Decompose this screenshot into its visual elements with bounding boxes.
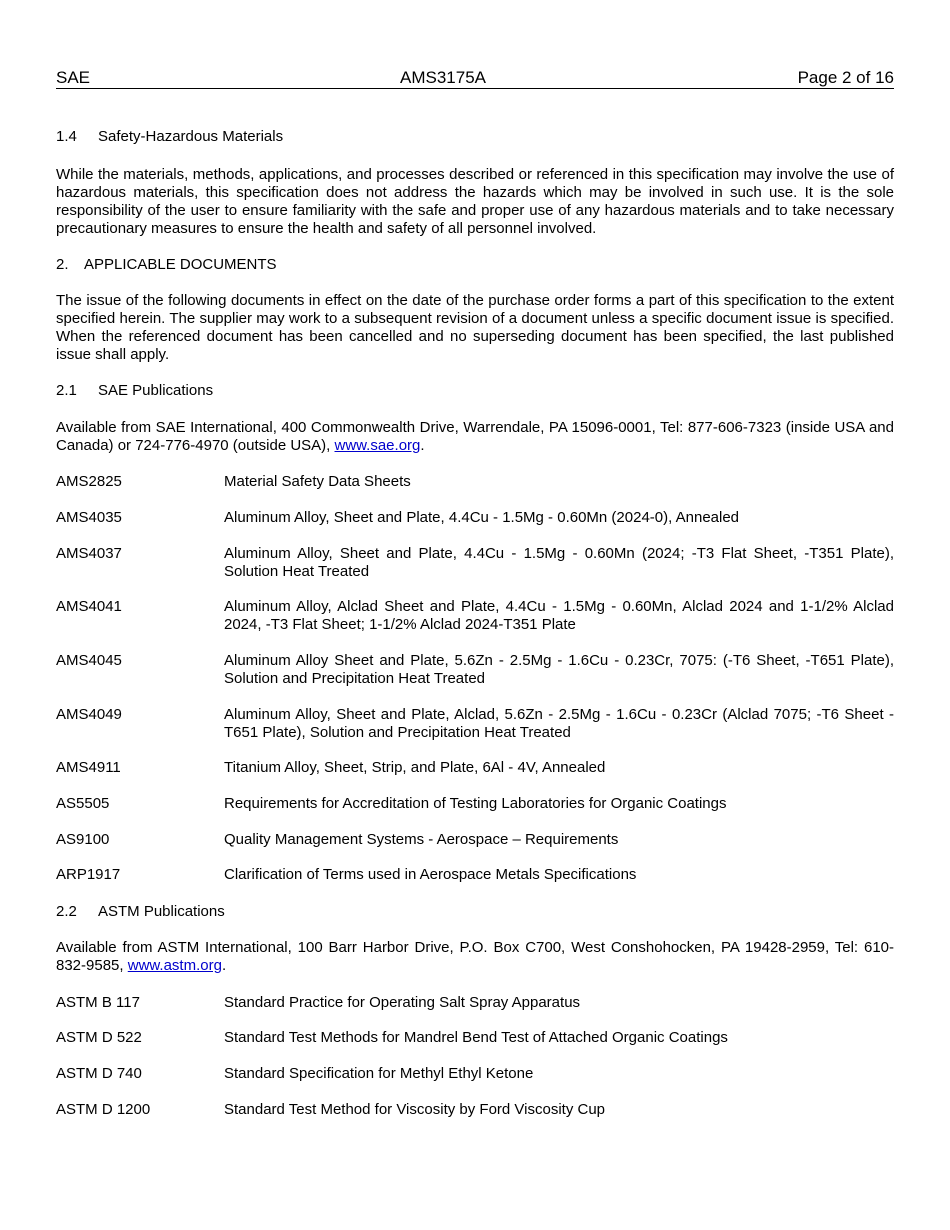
reference-code: AMS2825 (56, 473, 122, 490)
section-body-1-4: While the materials, methods, applications, and processes described or referenced in this specification may involve the use of hazardous materials, this specification does not address the hazards which may be involved in such use. It is the sole responsibility of the user to ensure familiarity with the safe and proper use of any hazardous materials and to take necessary precautionary measures to ensure the health and safety of all personnel involved. (56, 166, 894, 237)
section-heading-2 (56, 256, 894, 274)
reference-row (56, 994, 894, 1012)
header-doc-number: AMS3175A (400, 68, 486, 87)
reference-row (56, 652, 894, 688)
reference-code: ASTM D 522 (56, 1029, 142, 1046)
reference-title: Quality Management Systems - Aerospace – Requirements (224, 831, 619, 848)
reference-title: Aluminum Alloy, Sheet and Plate, 4.4Cu - 1.5Mg - 0.60Mn (2024-0), Annealed (224, 509, 740, 526)
reference-title: Clarification of Terms used in Aerospace Metals Specifications (224, 866, 637, 883)
sae-availability-text: Available from SAE International, 400 Commonwealth Drive, Warrendale, PA 15096-0001, Tel: 877-606-7323 (inside USA and Canada) or 724-776-4970 (outside USA), (56, 419, 894, 454)
section-title: ASTM Publications (98, 903, 225, 920)
reference-row (56, 1101, 894, 1119)
reference-code: AMS4037 (56, 545, 122, 562)
reference-row (56, 759, 894, 777)
reference-row (56, 831, 894, 849)
reference-row (56, 1065, 894, 1083)
astm-availability-text: Available from ASTM International, 100 Barr Harbor Drive, P.O. Box C700, West Conshohocken, PA 19428-2959, Tel: 610-832-9585, (56, 939, 894, 974)
section-title: Safety-Hazardous Materials (98, 128, 284, 145)
section-number: 1.4 (56, 128, 77, 145)
section-heading-2-2 (56, 903, 894, 921)
sae-website-link[interactable]: www.sae.org (334, 437, 421, 454)
section-title: SAE Publications (98, 382, 214, 399)
reference-code: ASTM B 117 (56, 994, 140, 1011)
astm-availability (56, 939, 894, 975)
reference-title: Aluminum Alloy, Alclad Sheet and Plate, 4.4Cu - 1.5Mg - 0.60Mn, Alclad 2024 and 1-1/2% Alclad 2024, -T3 Flat Sheet; 1-1/2% Alclad 2024-T351 Plate (224, 598, 894, 633)
reference-row (56, 473, 894, 491)
reference-code: AS5505 (56, 795, 110, 812)
sae-availability (56, 419, 894, 455)
section-title: APPLICABLE DOCUMENTS (84, 256, 277, 273)
reference-title: Aluminum Alloy, Sheet and Plate, 4.4Cu - 1.5Mg - 0.60Mn (2024; -T3 Flat Sheet, -T351 Plate), Solution Heat Treated (224, 545, 894, 580)
reference-row (56, 598, 894, 634)
reference-code: AS9100 (56, 831, 110, 848)
header-page-number: Page 2 of 16 (797, 68, 894, 87)
reference-title: Titanium Alloy, Sheet, Strip, and Plate, 6Al - 4V, Annealed (224, 759, 606, 776)
header-org: SAE (56, 68, 91, 87)
reference-title: Aluminum Alloy Sheet and Plate, 5.6Zn - 2.5Mg - 1.6Cu - 0.23Cr, 7075: (-T6 Sheet, -T651 Plate), Solution and Precipitation Heat Treated (224, 652, 894, 687)
reference-code: AMS4035 (56, 509, 122, 526)
reference-row (56, 866, 894, 884)
reference-row (56, 795, 894, 813)
reference-row (56, 1029, 894, 1047)
section-body-2: The issue of the following documents in effect on the date of the purchase order forms a part of this specification to the extent specified herein. The supplier may work to a subsequent revision of a document unless a specific document issue is specified. When the referenced document has been cancelled and no superseding document has been specified, the last published issue shall apply. (56, 292, 894, 363)
reference-row (56, 509, 894, 527)
reference-code: AMS4045 (56, 652, 122, 669)
sae-availability-end: . (420, 437, 425, 454)
reference-title: Requirements for Accreditation of Testing Laboratories for Organic Coatings (224, 795, 727, 812)
section-heading-1-4 (56, 128, 894, 146)
reference-code: ARP1917 (56, 866, 121, 883)
section-heading-2-1 (56, 382, 894, 400)
reference-row (56, 545, 894, 581)
reference-title: Standard Specification for Methyl Ethyl Ketone (224, 1065, 534, 1082)
reference-code: AMS4041 (56, 598, 122, 615)
section-number: 2.1 (56, 382, 77, 399)
section-number: 2.2 (56, 903, 77, 920)
reference-code: ASTM D 740 (56, 1065, 142, 1082)
reference-title: Standard Test Methods for Mandrel Bend Test of Attached Organic Coatings (224, 1029, 728, 1046)
astm-availability-end: . (221, 957, 227, 974)
reference-code: AMS4911 (56, 759, 121, 776)
page-header (56, 68, 894, 89)
astm-website-link[interactable]: www.astm.org (127, 957, 222, 974)
reference-title: Standard Practice for Operating Salt Spray Apparatus (224, 994, 581, 1011)
reference-row (56, 706, 894, 742)
reference-title: Material Safety Data Sheets (224, 473, 411, 490)
reference-code: ASTM D 1200 (56, 1101, 151, 1118)
reference-code: AMS4049 (56, 706, 122, 723)
section-number: 2. (56, 256, 69, 273)
reference-title: Standard Test Method for Viscosity by Ford Viscosity Cup (224, 1101, 606, 1118)
reference-title: Aluminum Alloy, Sheet and Plate, Alclad, 5.6Zn - 2.5Mg - 1.6Cu - 0.23Cr (Alclad 7075; -T6 Sheet -T651 Plate), Solution and Precipitation Heat Treated (224, 706, 894, 741)
